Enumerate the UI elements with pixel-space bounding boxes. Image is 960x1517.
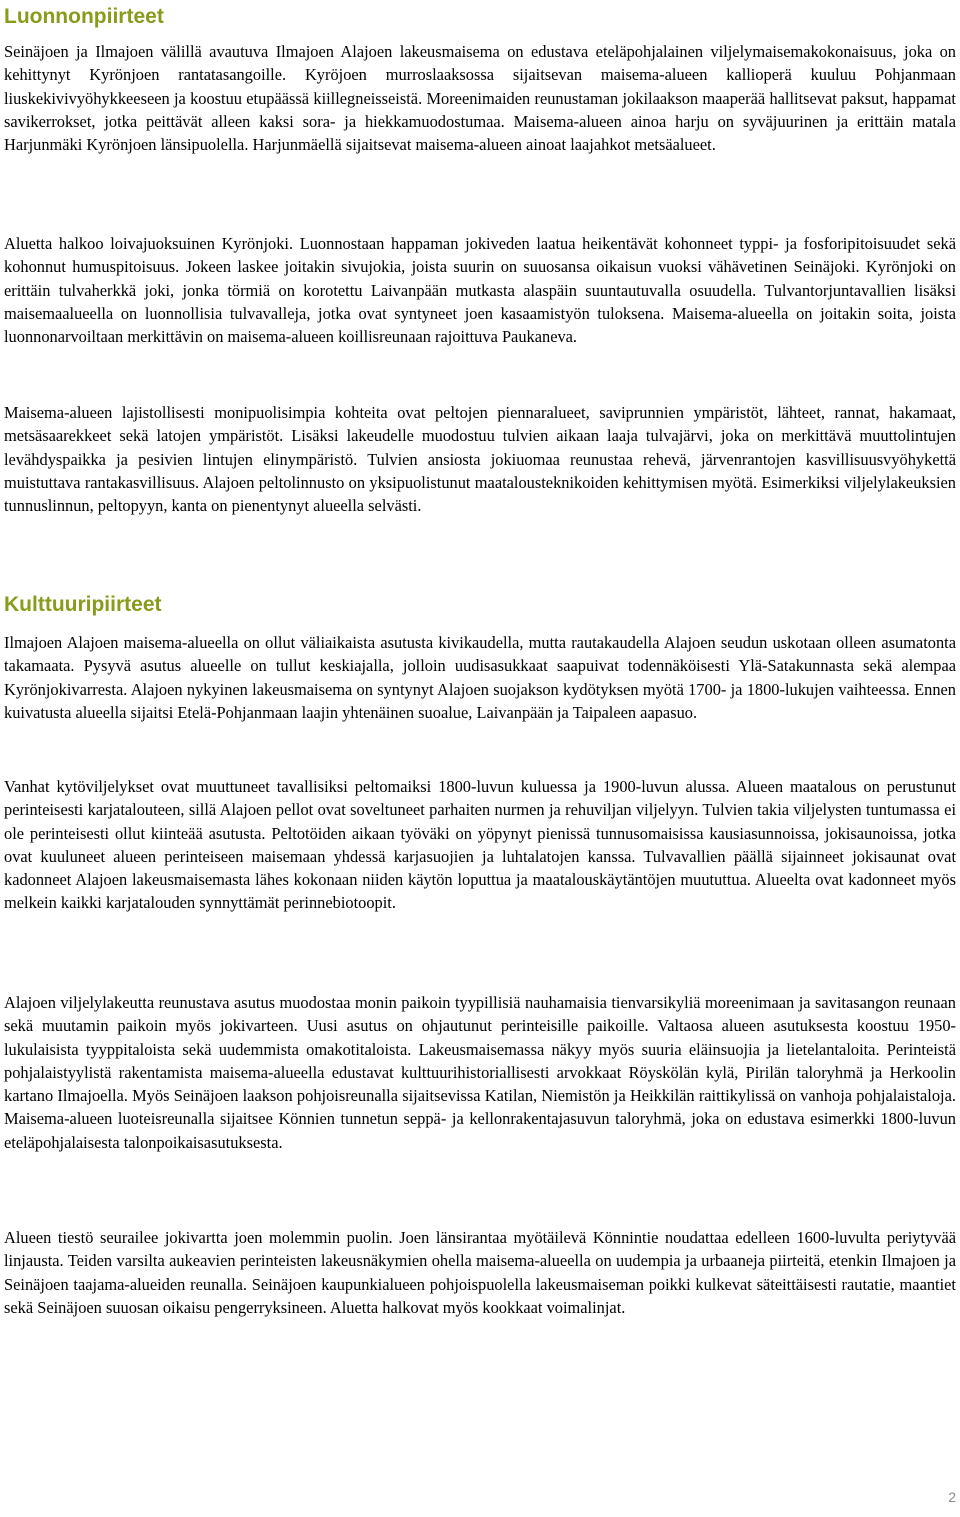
section-heading-nature: Luonnonpiirteet <box>4 5 164 28</box>
paragraph-culture-roads: Alueen tiestö seurailee jokivartta joen molemmin puolin. Joen länsirantaa myötäilevä Könnintie noudattaa edelleen 1600-luvulta periytyvää linjausta. Teiden varsilta aukeavien perinteisten lakeusnäkymien ohella maisema-alueella on uudempia ja urbaaneja piirteitä, etenkin Ilmajoen ja Seinäjoen taajama-alueiden reunalla. Seinäjoen kaupunkialueen pohjoispuolella lakeusmaiseman poikki kulkevat säteittäisesti rautatie, maantiet sekä Seinäjoen suuosan oikaisu pengerryksineen. Aluetta halkovat myös kookkaat voimalinjat. <box>4 1228 956 1317</box>
paragraph-nature-geology: Seinäjoen ja Ilmajoen välillä avautuva Ilmajoen Alajoen lakeusmaisema on edustava eteläpohjalainen viljelymaisemakokonaisuus, joka on kehittynyt Kyrönjoen rantatasangoille. Kyröjoen murroslaaksossa sijaitsevan maisema-alueen kallioperä kuuluu Pohjanmaan liuskekivivyöhykkeeseen ja koostuu etupäässä kiillegneisseistä. Moreenimaiden reunustaman jokilaakson maaperää hallitsevat paksut, happamat savikerrokset, jotka peittävät alleen kaksi sora- ja hiekkamuodostumaa. Maisema-alueen ainoa harju on syväjuurinen ja erittäin matala Harjunmäki Kyrönjoen länsipuolella. Harjunmäellä sijaitsevat maisema-alueen ainoat laajahkot metsäalueet. <box>4 42 956 155</box>
section-heading-culture: Kulttuuripiirteet <box>4 593 162 616</box>
paragraph-nature-species: Maisema-alueen lajistollisesti monipuolisimpia kohteita ovat peltojen piennaralueet, saviprunnien ympäristöt, lähteet, rannat, hakamaat, metsäsaarekkeet sekä latojen ympäristöt. Lisäksi lakeudelle muodostuu tulvien aikaan laaja tulvajärvi, joka on merkittävä muuttolintujen levähdyspaikka ja pesivien lintujen elinympäristö. Tulvien ansiosta jokiuomaa reunustaa rehevä, järvenrantojen kasvillisuusvyöhykettä muistuttava rantakasvillisuus. Alajoen peltolinnusto on yksipuolistunut maatalousteknikoiden kehittymisen myötä. Esimerkiksi viljelylakeuksien tunnuslinnun, peltopyyn, kanta on pienentynyt alueella selvästi. <box>4 403 956 516</box>
paragraph-culture-agriculture: Vanhat kytöviljelykset ovat muuttuneet tavallisiksi peltomaiksi 1800-luvun kuluessa ja 1900-luvun alussa. Alueen maatalous on perustunut perinteisesti karjatalouteen, sillä Alajoen pellot ovat soveltuneet parhaiten nurmen ja rehuviljan viljelyyn. Tulvien takia viljelysten tuntumassa ei ole perinteisesti ollut kiinteää asutusta. Peltotöiden aikaan työväki on yöpynyt pienissä tunnusomaisissa kausiasunnoissa, jokisaunoissa, jotka ovat kuuluneet alueen perinteiseen maisemaan yhdessä karjasuojien ja luhtalatojen kanssa. Tulvavallien päällä sijainneet jokisaunat ovat kadonneet Alajoen lakeusmaisemasta lähes kokonaan niiden käytön loputtua ja maatalouskäytäntöjen muututtua. Alueelta ovat kadonneet myös melkein kaikki karjatalouden synnyttämät perinnebiotoopit. <box>4 777 956 913</box>
paragraph-culture-settlement: Alajoen viljelylakeutta reunustava asutus muodostaa monin paikoin tyypillisiä nauhamaisia tienvarsikyliä moreenimaan ja savitasangon reunaan sekä muutamin paikoin myös jokivarteen. Uusi asutus on ohjautunut perinteisille paikoille. Valtaosa alueen asutuksesta koostuu 1950-lukulaisista tyyppitaloista sekä uudemmista omakotitaloista. Lakeusmaisemassa näkyy myös suuria eläinsuojia ja lietelantaloita. Perinteistä pohjalaistyylistä rakentamista maisema-alueella edustavat kulttuurihistoriallisesti arvokkaat Röyskölän kylä, Pirilän taloryhmä ja Herkoolin kartano Ilmajoella. Myös Seinäjoen laakson pohjoisreunalla sijaitsevissa Katilan, Niemistön ja Heikkilän raittikylissä on vanhoja pohjalaistaloja. Maisema-alueen luoteisreunalla sijaitsee Könnien tunnetun seppä- ja kellonrakentajasuvun taloryhmä, joka on edustava esimerkki 1800-luvun eteläpohjalaisesta talonpoikaisasutuksesta. <box>4 993 956 1152</box>
page-number: 2 <box>948 1489 956 1505</box>
paragraph-nature-river: Aluetta halkoo loivajuoksuinen Kyrönjoki. Luonnostaan happaman jokiveden laatua heikentävät kohonneet typpi- ja fosforipitoisuudet sekä kohonnut humuspitoisuus. Jokeen laskee joitakin sivujokia, joista suurin on suuosansa oikaisun vuoksi vähävetinen Seinäjoki. Kyrönjoki on erittäin tulvaherkkä joki, jonka törmiä on korotettu Laivanpään mutkasta alaspäin suuntautuvalla osuudella. Tulvantorjuntavallien lisäksi maisemaalueella on luonnollisia tulvavalleja, jotka ovat syntyneet joen kasaamistyön tuloksena. Maisema-alueella on joitakin soita, joista luonnonarvoiltaan merkittävin on maisema-alueen koillisreunaan rajoittuva Paukaneva. <box>4 234 956 347</box>
paragraph-culture-history: Ilmajoen Alajoen maisema-alueella on ollut väliaikaista asutusta kivikaudella, mutta rautakaudella Alajoen seudun uskotaan olleen asumatonta takamaata. Pysyvä asutus alueelle on tullut keskiajalla, jolloin uudisasukkaat saapuivat todennäköisesti Ylä-Satakunnasta sekä alempaa Kyrönjokivarresta. Alajoen nykyinen lakeusmaisema on syntynyt Alajoen suojakson kydötyksen myötä 1700- ja 1800-lukujen vaihteessa. Ennen kuivatusta alueella sijaitsi Etelä-Pohjanmaan laajin yhtenäinen suoalue, Laivanpään ja Taipaleen aapasuo. <box>4 633 956 722</box>
